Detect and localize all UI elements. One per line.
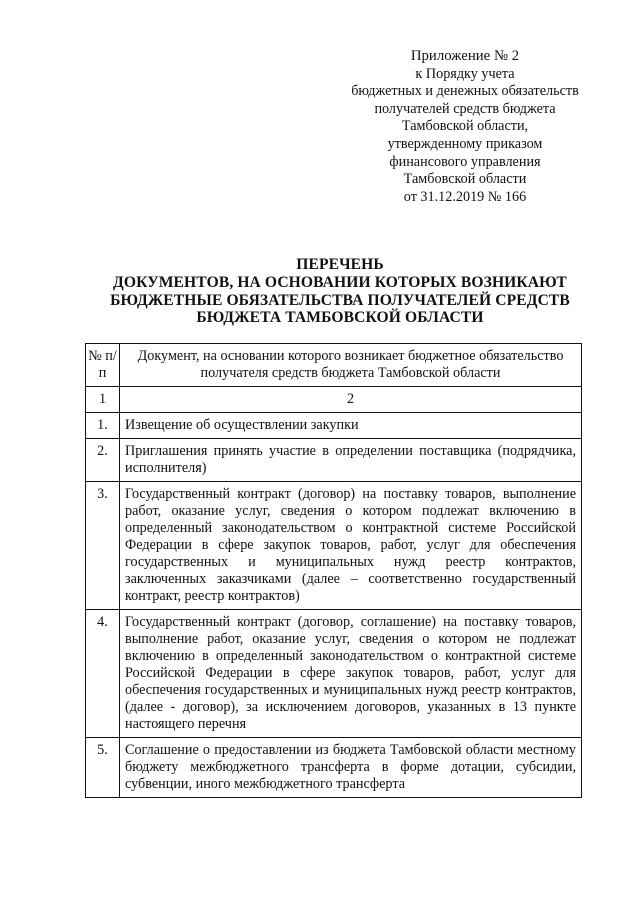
row-doc-cell: Государственный контракт (договор, соглашение) на поставку товаров, выполнение работ, оказание услуг, сведения о котором не подлежат включению в определенный законодательством о контрактной системе Российской Федерации в сфере закупок товаров, работ, услуг для обеспечения государственных и муниципальных нужд реестр контрактов, (далее - договор), за исключением договоров, указанных в 13 пункте настоящего перечня (120, 610, 582, 738)
table-index-row (86, 387, 582, 413)
row-num-cell: 5. (86, 738, 120, 798)
table-row (86, 610, 582, 738)
appendix-block (330, 48, 600, 206)
appendix-line: от 31.12.2019 № 166 (403, 188, 527, 205)
row-doc-cell: Соглашение о предоставлении из бюджета Тамбовской области местному бюджету межбюджетного трансферта в форме дотации, субсидии, субвенции, иного межбюджетного трансферта (120, 738, 582, 798)
appendix-line: получателей средств бюджета (374, 100, 556, 117)
document-title (60, 256, 620, 327)
appendix-line: к Порядку учета (415, 65, 515, 82)
row-num-cell: 1. (86, 413, 120, 439)
title-line: ДОКУМЕНТОВ, НА ОСНОВАНИИ КОТОРЫХ ВОЗНИКАЮТ (113, 273, 567, 291)
row-num-cell: 3. (86, 482, 120, 610)
title-line: БЮДЖЕТНЫЕ ОБЯЗАТЕЛЬСТВА ПОЛУЧАТЕЛЕЙ СРЕДСТВ (110, 291, 570, 309)
documents-table (85, 343, 582, 798)
header-num-cell: № п/п (86, 344, 120, 387)
row-doc-cell: Государственный контракт (договор) на поставку товаров, выполнение работ, оказание услуг, сведения о котором подлежат включению в определенный законодательством о контрактной системе Российской Федерации в сфере закупок товаров, работ, услуг для обеспечения государственных и муниципальных нужд реестр контрактов, заключенных заказчиками (далее – соответственно государственный контракт, реестр контрактов) (120, 482, 582, 610)
table-row (86, 738, 582, 798)
table-row (86, 413, 582, 439)
header-doc-cell: Документ, на основании которого возникает бюджетное обязательство получателя средств бюджета Тамбовской области (120, 344, 582, 387)
row-doc-cell: Приглашения принять участие в определении поставщика (подрядчика, исполнителя) (120, 439, 582, 482)
appendix-line: бюджетных и денежных обязательств (351, 83, 579, 100)
title-line: БЮДЖЕТА ТАМБОВСКОЙ ОБЛАСТИ (196, 309, 484, 327)
row-doc-cell: Извещение об осуществлении закупки (120, 413, 582, 439)
row-num-cell: 2. (86, 439, 120, 482)
index-doc-cell: 2 (120, 387, 582, 413)
appendix-line: Тамбовской области (403, 171, 527, 188)
appendix-line: финансового управления (389, 153, 541, 170)
appendix-line: Приложение № 2 (410, 48, 520, 64)
table-row (86, 482, 582, 610)
appendix-line: Тамбовской области, (401, 118, 529, 135)
row-num-cell: 4. (86, 610, 120, 738)
table-row (86, 439, 582, 482)
title-line: ПЕРЕЧЕНЬ (296, 256, 384, 273)
index-num-cell: 1 (86, 387, 120, 413)
appendix-line: утвержденному приказом (387, 135, 543, 152)
table-header-row (86, 344, 582, 387)
